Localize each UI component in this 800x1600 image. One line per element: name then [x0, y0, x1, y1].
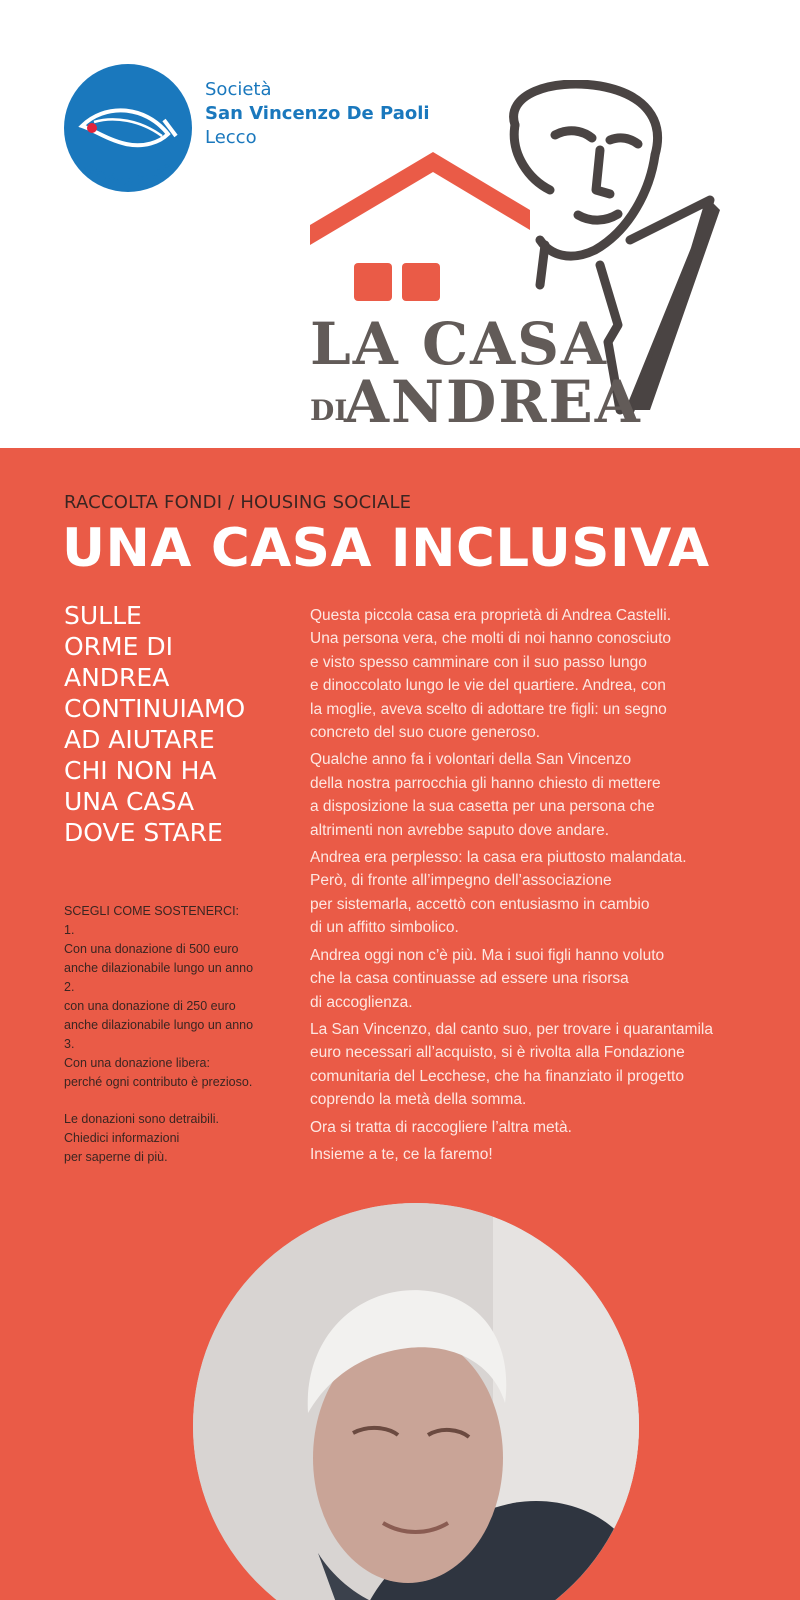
option-line: perché ogni contributo è prezioso.: [64, 1075, 253, 1089]
brand-di: DI: [310, 394, 348, 427]
option-number: 1.: [64, 923, 75, 937]
story-line: per sistemarla, accettò con entusiasmo in cambio: [310, 895, 650, 913]
andrea-portrait-photo: [193, 1203, 639, 1600]
window-right-icon: [402, 263, 440, 301]
story-line: Una persona vera, che molti di noi hanno conosciuto: [310, 630, 672, 648]
slogan-line: CHI NON HA: [64, 756, 217, 785]
support-title: SCEGLI COME SOSTENERCI:: [64, 904, 240, 918]
story-line: Ora si tratta di raccogliere l’altra metà.: [310, 1118, 572, 1136]
story-line: concreto del suo cuore generoso.: [310, 724, 541, 742]
story-text: [310, 604, 740, 1170]
slogan: [64, 600, 294, 848]
story-line: La San Vincenzo, dal canto suo, per trovare i quarantamila: [310, 1020, 713, 1038]
option-line: con una donazione di 250 euro: [64, 999, 236, 1013]
story-line: Insieme a te, ce la faremo!: [310, 1145, 493, 1163]
option-number: 2.: [64, 980, 75, 994]
slogan-line: CONTINUIAMO: [64, 694, 246, 723]
slogan-line: ORME DI: [64, 632, 173, 661]
brand-andrea: ANDREA: [344, 368, 642, 436]
slogan-line: DOVE STARE: [64, 818, 223, 847]
story-line: Andrea era perplesso: la casa era piuttosto malandata.: [310, 849, 687, 867]
option-line: Con una donazione di 500 euro: [64, 942, 239, 956]
slogan-line: ANDREA: [64, 663, 170, 692]
brand-line1: LA CASA: [310, 310, 609, 378]
story-paragraph: [310, 748, 740, 842]
headline: UNA CASA INCLUSIVA: [62, 518, 710, 579]
portrait-photo-icon: [193, 1203, 639, 1600]
window-left-icon: [354, 263, 392, 301]
svg-text:serviens in spe: [81, 159, 175, 189]
motto-text: serviens in spe: [80, 158, 176, 190]
note-line: Le donazioni sono detraibili.: [64, 1112, 219, 1126]
story-line: Però, di fronte all’impegno dell’associazione: [310, 872, 612, 890]
story-paragraph: [310, 846, 740, 940]
support-options: [64, 902, 274, 1167]
story-paragraph: [310, 604, 740, 744]
header: [0, 0, 800, 448]
story-line: Andrea oggi non c’è più. Ma i suoi figli hanno voluto: [310, 946, 665, 964]
slogan-line: AD AIUTARE: [64, 725, 215, 754]
story-line: di accoglienza.: [310, 993, 413, 1011]
org-name-line1: Società: [205, 79, 272, 100]
story-line: Qualche anno fa i volontari della San Vincenzo: [310, 751, 632, 769]
story-line: coprendo la metà della somma.: [310, 1091, 527, 1109]
story-line: di un affitto simbolico.: [310, 919, 459, 937]
story-line: Questa piccola casa era proprietà di Andrea Castelli.: [310, 607, 672, 624]
main-panel: [0, 448, 800, 1600]
story-line: a disposizione la sua casetta per una persona che: [310, 798, 655, 816]
roof-icon: [310, 152, 530, 245]
story-line: e dinoccolato lungo le vie del quartiere. Andrea, con: [310, 677, 666, 695]
option-line: anche dilazionabile lungo un anno: [64, 1018, 254, 1032]
story-line: comunitaria del Lecchese, che ha finanziato il progetto: [310, 1067, 684, 1085]
story-line: che la casa continuasse ad essere una risorsa: [310, 970, 629, 988]
story-line: della nostra parrocchia gli hanno chiesto di mettere: [310, 774, 661, 792]
story-line: la moglie, aveva scelto di adottare tre figli: un segno: [310, 700, 667, 718]
slogan-line: SULLE: [64, 601, 142, 630]
story-paragraph: [310, 1018, 740, 1112]
slogan-line: UNA CASA: [64, 787, 195, 816]
story-line: e visto spesso camminare con il suo passo lungo: [310, 653, 647, 671]
option-line: Con una donazione libera:: [64, 1056, 210, 1070]
note-line: per saperne di più.: [64, 1150, 168, 1164]
org-name-line3: Lecco: [205, 127, 257, 148]
brand-title: [310, 310, 642, 436]
option-line: anche dilazionabile lungo un anno: [64, 961, 254, 975]
motto-arc: [64, 150, 192, 210]
org-name-line2: San Vincenzo De Paoli: [205, 103, 430, 124]
kicker: RACCOLTA FONDI / HOUSING SOCIALE: [64, 492, 412, 513]
note-line: Chiedici informazioni: [64, 1131, 180, 1145]
story-paragraph: [310, 1143, 740, 1166]
story-paragraph: [310, 1116, 740, 1139]
story-line: euro necessari all’acquisto, si è rivolta alla Fondazione: [310, 1044, 685, 1062]
story-line: altrimenti non avrebbe saputo dove andare.: [310, 821, 610, 839]
option-number: 3.: [64, 1037, 75, 1051]
story-paragraph: [310, 944, 740, 1014]
